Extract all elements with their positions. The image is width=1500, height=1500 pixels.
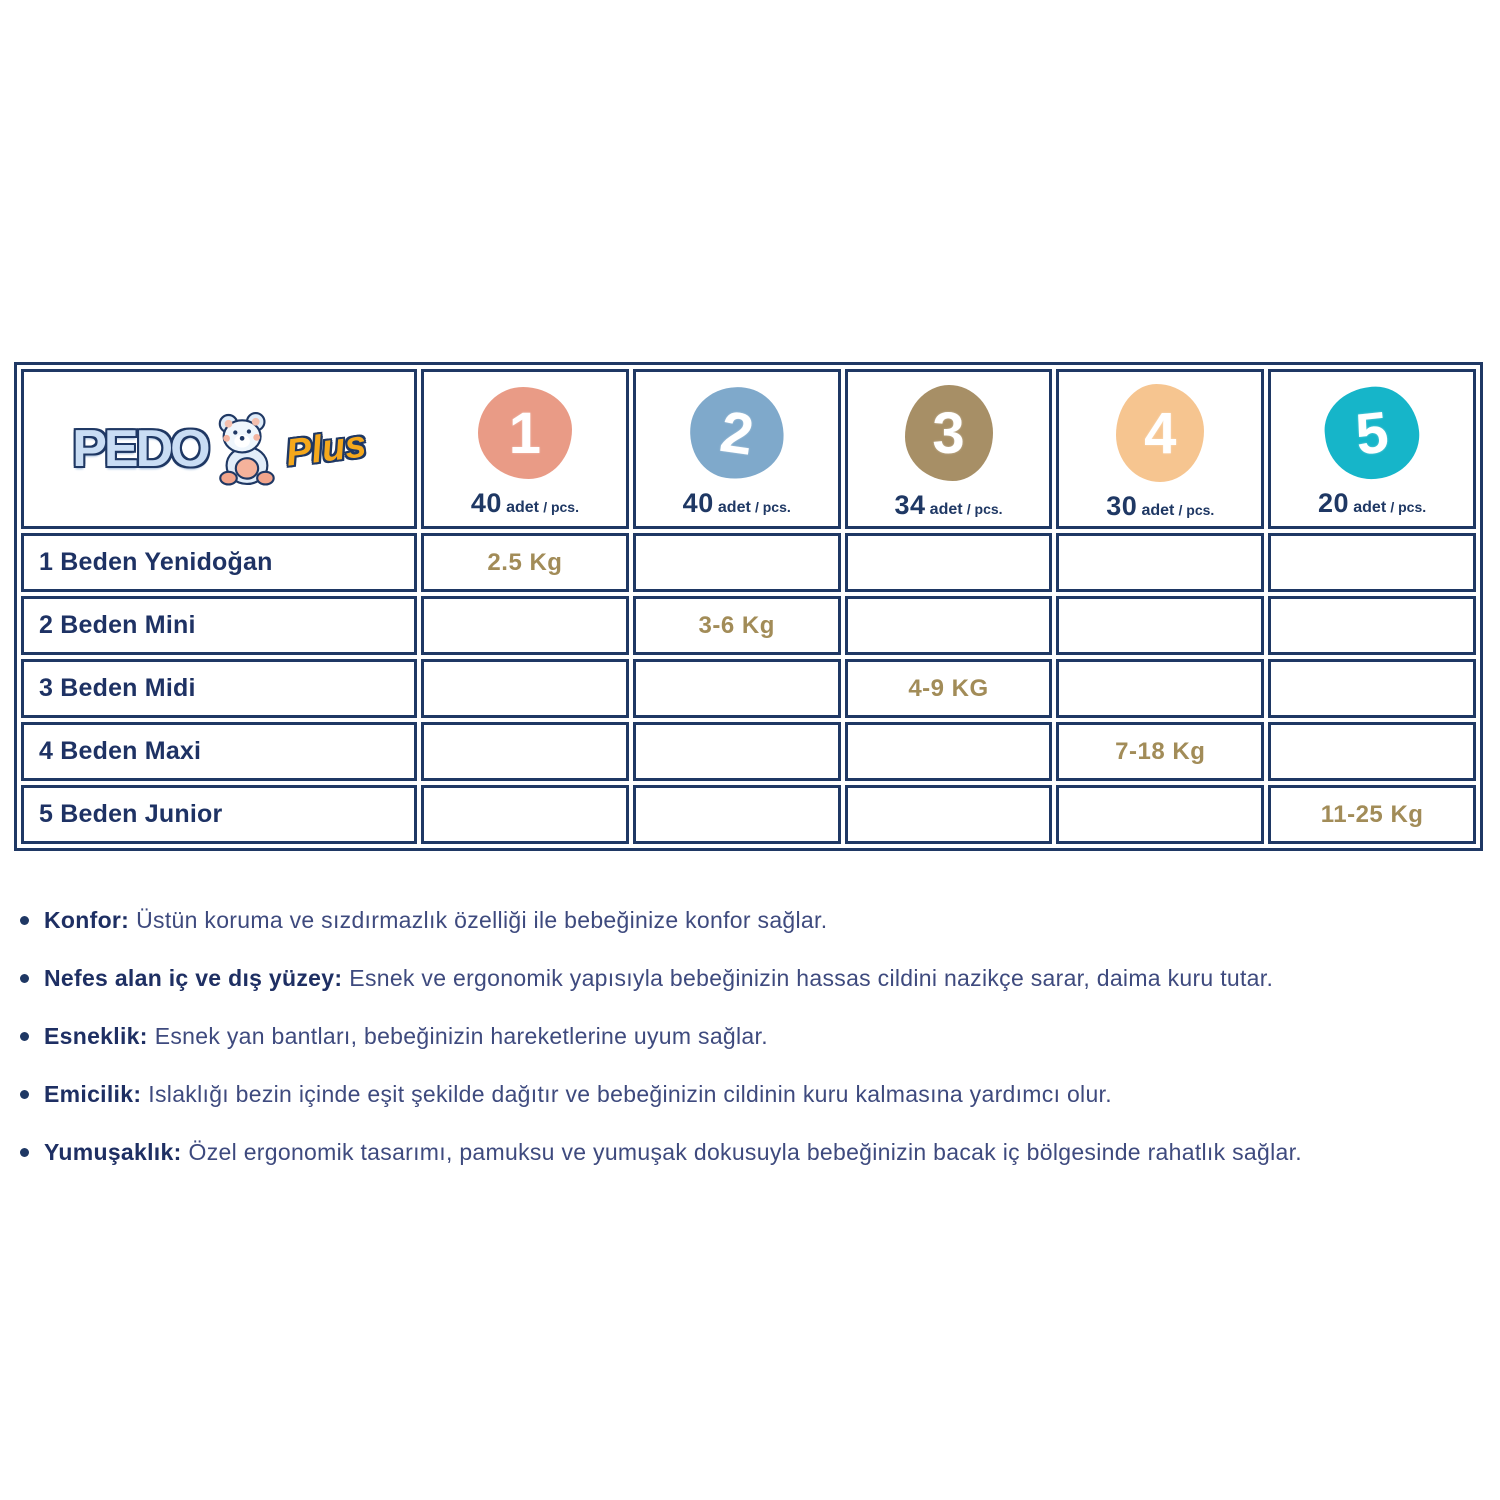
empty-cell [1268, 659, 1476, 718]
empty-cell [845, 533, 1053, 592]
feature-list [20, 907, 1482, 1197]
feature-label: Nefes alan iç ve dış yüzey: [44, 965, 343, 991]
piece-count: 34 adet / pcs. [894, 490, 1003, 520]
brand-name: PEDO [72, 420, 208, 478]
empty-cell [633, 722, 841, 781]
piece-count: 30 adet / pcs. [1106, 491, 1215, 521]
brand-suffix: Plus [283, 422, 369, 475]
weight-value: 2.5 Kg [421, 533, 629, 592]
bullet-icon [20, 1032, 29, 1041]
size-number: 1 [508, 400, 542, 466]
empty-cell [845, 596, 1053, 655]
bullet-icon [20, 916, 29, 925]
weight-value: 7-18 Kg [1056, 722, 1264, 781]
empty-cell [1056, 596, 1264, 655]
empty-cell [633, 659, 841, 718]
size-number: 2 [716, 398, 758, 468]
size-1-blob [478, 387, 572, 479]
list-item [20, 965, 1482, 991]
list-item [20, 907, 1482, 933]
list-item [20, 1023, 1482, 1049]
bullet-icon [20, 1148, 29, 1157]
empty-cell [845, 722, 1053, 781]
size-header-3 [845, 369, 1053, 529]
size-chart-table [14, 362, 1483, 851]
feature-text: Islaklığı bezin içinde eşit şekilde dağıtır ve bebeğinizin cildinin kuru kalmasına yardımcı olur. [148, 1081, 1112, 1107]
list-item [20, 1081, 1482, 1107]
size-4-blob [1116, 384, 1204, 482]
empty-cell [421, 596, 629, 655]
empty-cell [845, 785, 1053, 844]
piece-count: 40 adet / pcs. [470, 488, 579, 518]
weight-value: 3-6 Kg [633, 596, 841, 655]
bullet-icon [20, 1090, 29, 1099]
size-header-2 [633, 369, 841, 529]
feature-label: Yumuşaklık: [44, 1139, 182, 1165]
row-label: 1 Beden Yenidoğan [21, 533, 417, 592]
empty-cell [421, 659, 629, 718]
row-label: 4 Beden Maxi [21, 722, 417, 781]
size-3-blob [905, 385, 993, 481]
feature-text: Üstün koruma ve sızdırmazlık özelliği ile bebeğinize konfor sağlar. [136, 907, 828, 933]
feature-label: Emicilik: [44, 1081, 142, 1107]
piece-count: 20 adet / pcs. [1318, 488, 1427, 518]
bullet-icon [20, 974, 29, 983]
size-5-blob [1321, 382, 1424, 483]
pedo-plus-logo [25, 411, 413, 487]
row-label: 5 Beden Junior [21, 785, 417, 844]
empty-cell [1268, 722, 1476, 781]
size-header-5 [1268, 369, 1476, 529]
feature-text: Esnek yan bantları, bebeğinizin hareketlerine uyum sağlar. [154, 1023, 768, 1049]
table-row [21, 596, 1476, 655]
teddy-bear-icon [212, 411, 280, 487]
size-header-1 [421, 369, 629, 529]
logo-cell [21, 369, 417, 529]
feature-text: Esnek ve ergonomik yapısıyla bebeğinizin hassas cildini nazikçe sarar, daima kuru tutar. [349, 965, 1274, 991]
table-row [21, 722, 1476, 781]
feature-label: Konfor: [44, 907, 130, 933]
size-2-blob [684, 381, 790, 485]
feature-text: Özel ergonomik tasarımı, pamuksu ve yumuşak dokusuyla bebeğinizin bacak iç bölgesinde rahatlık sağlar. [188, 1139, 1302, 1165]
empty-cell [1268, 533, 1476, 592]
empty-cell [633, 533, 841, 592]
empty-cell [421, 722, 629, 781]
row-label: 2 Beden Mini [21, 596, 417, 655]
size-number: 4 [1144, 400, 1177, 466]
weight-value: 4-9 KG [845, 659, 1053, 718]
empty-cell [633, 785, 841, 844]
row-label: 3 Beden Midi [21, 659, 417, 718]
empty-cell [421, 785, 629, 844]
size-number: 3 [932, 400, 965, 466]
empty-cell [1268, 596, 1476, 655]
feature-label: Esneklik: [44, 1023, 148, 1049]
table-row [21, 659, 1476, 718]
header-row [21, 369, 1476, 529]
table-row [21, 785, 1476, 844]
empty-cell [1056, 533, 1264, 592]
size-header-4 [1056, 369, 1264, 529]
table-row [21, 533, 1476, 592]
size-number: 5 [1352, 398, 1392, 468]
list-item [20, 1139, 1482, 1165]
piece-count: 40 adet / pcs. [682, 488, 791, 518]
empty-cell [1056, 785, 1264, 844]
empty-cell [1056, 659, 1264, 718]
weight-value: 11-25 Kg [1268, 785, 1476, 844]
